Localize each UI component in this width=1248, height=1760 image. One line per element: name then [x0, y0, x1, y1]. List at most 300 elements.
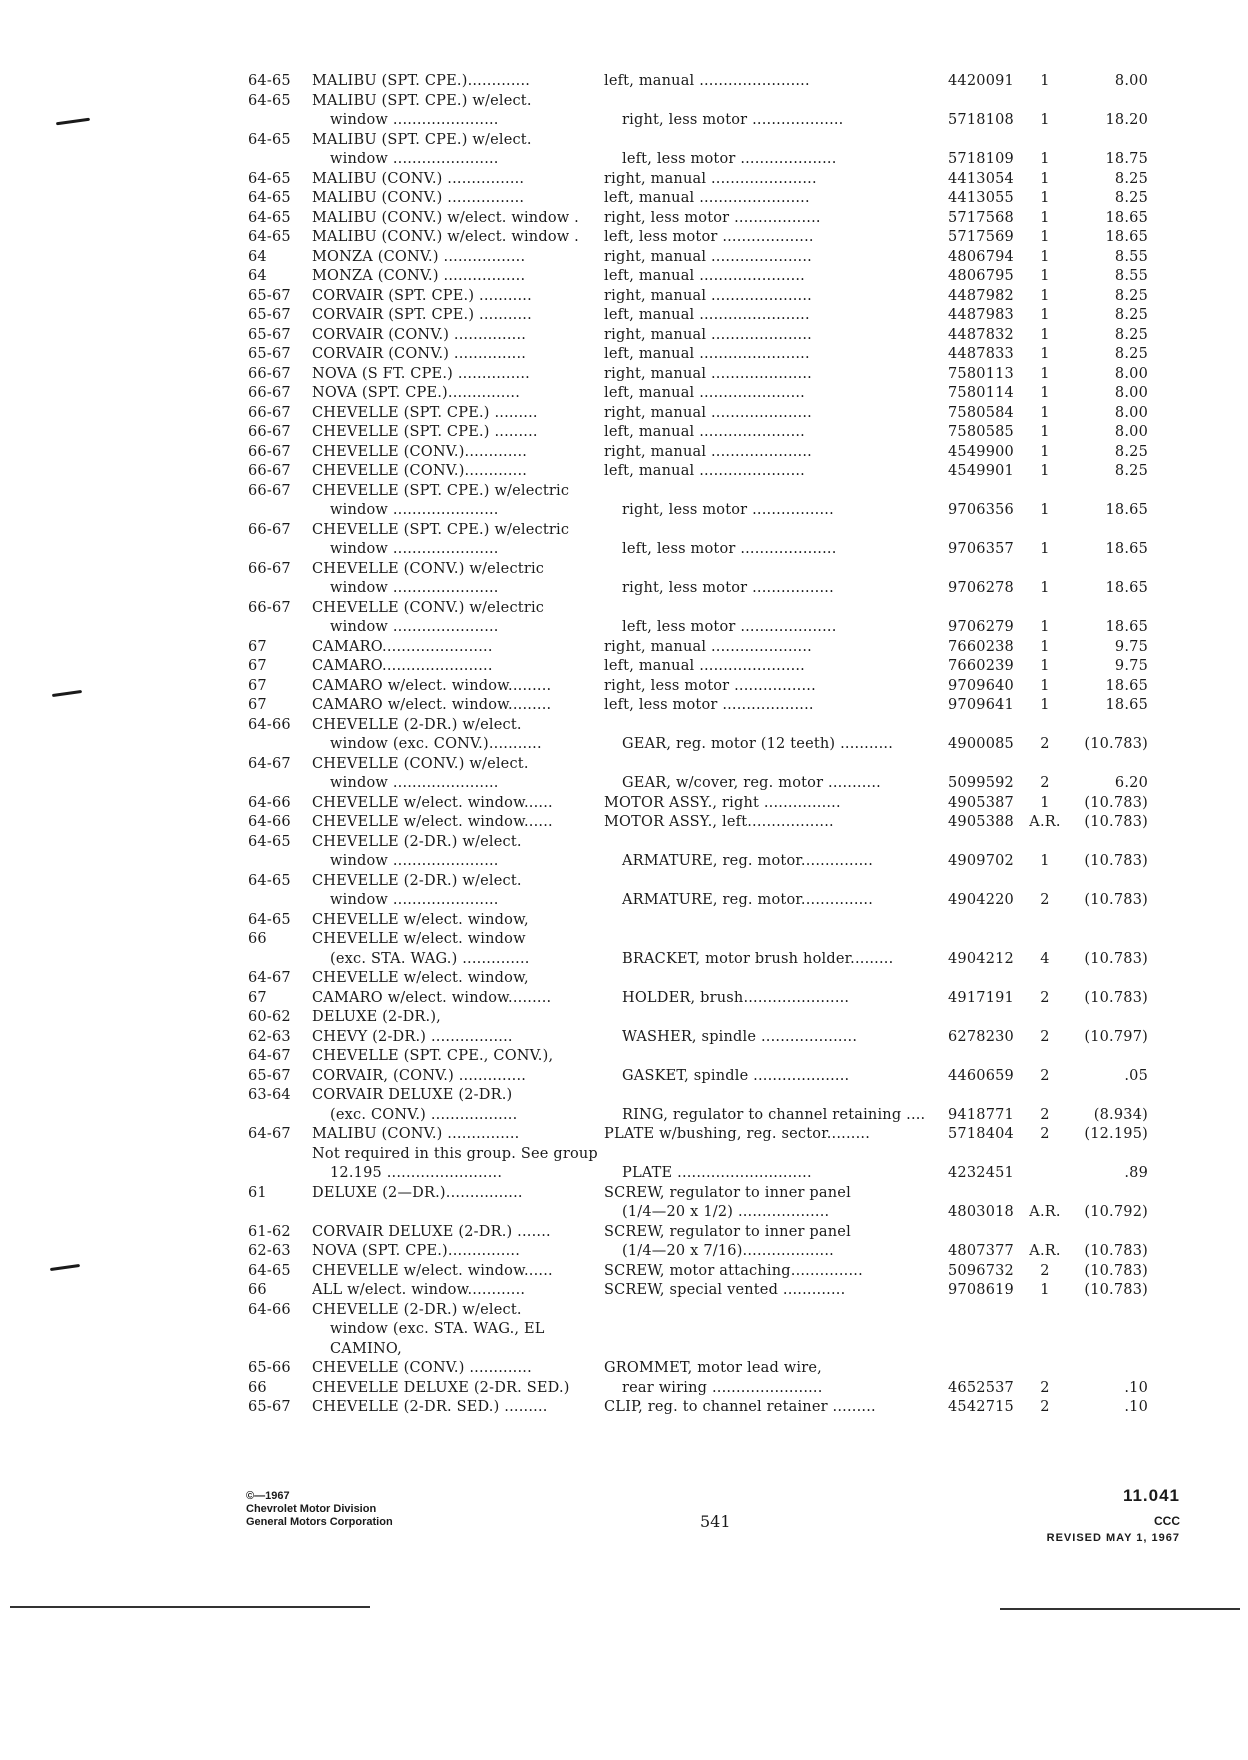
part-description — [604, 969, 948, 1008]
model-description — [312, 1145, 604, 1184]
model-years-line: 65-67 — [248, 326, 291, 343]
catalog-row — [248, 287, 1148, 307]
quantity: 2 — [1040, 1379, 1050, 1396]
part-number-column — [948, 1281, 1026, 1301]
model-description-line: MALIBU (CONV.) w/elect. window . — [312, 209, 579, 226]
model-years — [248, 1301, 312, 1360]
model-description-line: CORVAIR (SPT. CPE.) ........... — [312, 307, 532, 323]
model-description — [312, 716, 604, 755]
part-description — [604, 1223, 948, 1262]
model-years — [248, 170, 312, 190]
catalog-row — [248, 326, 1148, 346]
part-number-column — [948, 482, 1026, 521]
quantity: 1 — [1040, 794, 1050, 811]
part-description-line: left, less motor ................... — [604, 229, 814, 245]
part-description — [604, 189, 948, 209]
part-description-line: SCREW, motor attaching............... — [604, 1262, 863, 1279]
quantity-column — [1026, 1223, 1064, 1262]
publisher-block — [246, 1490, 393, 1529]
model-description-line: NOVA (SPT. CPE.)............... — [312, 1243, 521, 1259]
quantity: 1 — [1040, 209, 1050, 226]
price-column — [1064, 1281, 1148, 1301]
model-description — [312, 306, 604, 326]
part-number-column — [948, 833, 1026, 872]
model-description-line: CHEVY (2-DR.) ................. — [312, 1028, 513, 1045]
model-description — [312, 209, 604, 229]
part-description — [604, 638, 948, 658]
model-description-line: 12.195 ........................ — [330, 1165, 503, 1181]
model-years-line: 62-63 — [248, 1243, 291, 1259]
part-description — [604, 1125, 948, 1145]
model-years-line: 66 — [248, 931, 267, 947]
model-description-line: CHEVELLE (SPT. CPE.) ......... — [312, 424, 538, 440]
part-description — [604, 599, 948, 638]
price-column — [1064, 696, 1148, 716]
model-years-line: 64-65 — [248, 833, 291, 850]
quantity-column — [1026, 1086, 1064, 1125]
quantity-column — [1026, 248, 1064, 268]
model-years — [248, 521, 312, 560]
part-description-line — [604, 969, 948, 989]
price: 8.55 — [1114, 268, 1148, 284]
part-description-line: left, manual ...................... — [604, 658, 805, 674]
catalog-row — [248, 248, 1148, 268]
price: (10.783) — [1084, 814, 1148, 830]
part-description-line: left, manual ....................... — [604, 73, 810, 89]
part-number: 9709640 — [948, 677, 1014, 694]
model-description — [312, 92, 604, 131]
part-description — [604, 1359, 948, 1398]
model-description — [312, 1184, 604, 1223]
model-description-line: window ...................... — [330, 580, 499, 596]
part-description — [604, 1398, 948, 1418]
part-description-line: left, less motor .................... — [622, 619, 837, 635]
model-years-line: 66-67 — [248, 560, 291, 577]
part-description-line: left, manual ...................... — [604, 385, 805, 401]
model-years-line: 64-65 — [248, 170, 291, 187]
part-description — [604, 1281, 948, 1301]
part-description-line: (1/4—20 x 1/2) ................... — [622, 1204, 830, 1220]
part-description — [604, 1184, 948, 1223]
price: 8.55 — [1114, 248, 1148, 265]
catalog-row — [248, 1398, 1148, 1418]
model-years — [248, 833, 312, 872]
part-description-line: right, manual ..................... — [604, 443, 812, 460]
price: 8.25 — [1114, 287, 1148, 304]
price-column — [1064, 365, 1148, 385]
model-years — [248, 813, 312, 833]
part-description-line: right, manual ..................... — [604, 326, 812, 343]
part-description-line: PLATE ............................ — [622, 1165, 812, 1181]
catalog-row — [248, 794, 1148, 814]
price-column — [1064, 599, 1148, 638]
price-column — [1064, 443, 1148, 463]
price-column — [1064, 248, 1148, 268]
model-description — [312, 1398, 604, 1418]
model-years-line: 65-67 — [248, 1399, 291, 1415]
part-description — [604, 696, 948, 716]
quantity: 1 — [1040, 190, 1050, 206]
price-column — [1064, 521, 1148, 560]
model-description — [312, 657, 604, 677]
model-years-line: 66-67 — [248, 424, 291, 440]
model-years-line — [248, 735, 312, 755]
catalog-row — [248, 969, 1148, 1008]
part-number: 9709641 — [948, 697, 1014, 713]
model-years-line — [248, 1320, 312, 1340]
copyright: ©—1967 — [246, 1490, 290, 1502]
quantity-column — [1026, 267, 1064, 287]
model-description — [312, 521, 604, 560]
model-description-line: NOVA (SPT. CPE.)............... — [312, 385, 521, 401]
price: 9.75 — [1114, 638, 1148, 655]
catalog-row — [248, 423, 1148, 443]
part-description-line — [604, 1145, 948, 1165]
part-number-column — [948, 560, 1026, 599]
model-description — [312, 365, 604, 385]
part-number-column — [948, 1262, 1026, 1282]
model-description-line: DELUXE (2-DR.), — [312, 1009, 441, 1025]
part-description — [604, 462, 948, 482]
model-description-line: DELUXE (2—DR.)................ — [312, 1184, 523, 1201]
part-description-line: CLIP, reg. to channel retainer ......... — [604, 1399, 876, 1415]
part-number-column — [948, 131, 1026, 170]
price: 18.65 — [1105, 209, 1148, 226]
catalog-row — [248, 189, 1148, 209]
model-years-line: 67 — [248, 989, 267, 1006]
model-years-line: 66-67 — [248, 443, 291, 460]
quantity: 1 — [1040, 619, 1050, 635]
catalog-row — [248, 462, 1148, 482]
price: 18.65 — [1105, 502, 1148, 518]
part-description-line: right, less motor ................. — [604, 677, 816, 694]
part-number: 9706356 — [948, 502, 1014, 518]
price: 18.65 — [1105, 697, 1148, 713]
model-description-line: window ...................... — [330, 775, 499, 791]
model-years-line: 66-67 — [248, 599, 291, 616]
quantity-column — [1026, 423, 1064, 443]
model-description — [312, 384, 604, 404]
model-years-line: 64-67 — [248, 1048, 291, 1064]
price-column — [1064, 755, 1148, 794]
quantity-column — [1026, 716, 1064, 755]
part-number-column — [948, 443, 1026, 463]
quantity: 2 — [1040, 1067, 1050, 1084]
quantity-column — [1026, 833, 1064, 872]
part-description-line: right, manual ..................... — [604, 638, 812, 655]
model-years-line: 64-65 — [248, 1262, 291, 1279]
model-description-line: MALIBU (CONV.) w/elect. window . — [312, 229, 579, 245]
quantity: 2 — [1040, 1399, 1050, 1415]
quantity-column — [1026, 72, 1064, 92]
part-description — [604, 92, 948, 131]
part-description-line — [604, 521, 948, 541]
part-description-line — [604, 1340, 948, 1360]
model-years-line: 64-67 — [248, 755, 291, 772]
model-years — [248, 131, 312, 170]
catalog-row — [248, 209, 1148, 229]
part-number-column — [948, 170, 1026, 190]
price-column — [1064, 969, 1148, 1008]
price: 8.00 — [1114, 365, 1148, 382]
price: 6.20 — [1114, 775, 1148, 791]
part-description — [604, 482, 948, 521]
part-description — [604, 404, 948, 424]
part-description-line: ARMATURE, reg. motor............... — [622, 892, 874, 908]
model-years — [248, 462, 312, 482]
price-column — [1064, 677, 1148, 697]
catalog-row — [248, 696, 1148, 716]
price-column — [1064, 1398, 1148, 1418]
part-description-line: SCREW, regulator to inner panel — [604, 1184, 851, 1201]
part-description — [604, 248, 948, 268]
price: 8.00 — [1114, 73, 1148, 89]
part-description-line: right, manual ..................... — [604, 287, 812, 304]
part-description — [604, 657, 948, 677]
model-description-line: CHEVELLE (CONV.)............. — [312, 463, 528, 479]
model-years-line: 64-67 — [248, 970, 291, 986]
part-number: 4652537 — [948, 1379, 1014, 1396]
part-number: 4460659 — [948, 1067, 1014, 1084]
quantity-column — [1026, 1301, 1064, 1360]
part-description-line: right, less motor ................... — [622, 112, 844, 128]
quantity-column — [1026, 1262, 1064, 1282]
part-description-line: SCREW, special vented ............. — [604, 1282, 846, 1298]
quantity-column — [1026, 677, 1064, 697]
quantity-column — [1026, 326, 1064, 346]
quantity-column — [1026, 131, 1064, 170]
model-description — [312, 599, 604, 638]
price: (8.934) — [1093, 1106, 1148, 1123]
model-years — [248, 365, 312, 385]
quantity: 1 — [1040, 385, 1050, 401]
quantity: A.R. — [1029, 1204, 1061, 1220]
quantity: 1 — [1040, 151, 1050, 167]
model-description-line: CHEVELLE (SPT. CPE.) w/electric — [312, 521, 570, 538]
part-description-line: rear wiring ....................... — [622, 1379, 823, 1396]
model-years — [248, 794, 312, 814]
part-description-line: SCREW, regulator to inner panel — [604, 1223, 851, 1240]
part-description-line: right, less motor ................. — [622, 502, 834, 518]
part-description — [604, 1086, 948, 1125]
model-years-line — [248, 501, 312, 521]
price: 8.25 — [1114, 307, 1148, 323]
part-number: 4542715 — [948, 1399, 1014, 1415]
model-description — [312, 833, 604, 872]
part-description-line: left, less motor .................... — [622, 541, 837, 557]
price — [1064, 1340, 1148, 1360]
model-description-line: CAMARO....................... — [312, 638, 493, 655]
part-description — [604, 521, 948, 560]
model-years-line: 62-63 — [248, 1028, 291, 1045]
part-description-line — [604, 92, 948, 112]
catalog-row — [248, 306, 1148, 326]
part-description-line: left, less motor .................... — [622, 151, 837, 167]
model-years-line — [248, 852, 312, 872]
model-description-line: MALIBU (SPT. CPE.)............. — [312, 73, 531, 89]
part-number-column — [948, 384, 1026, 404]
model-description-line: MALIBU (CONV.) ............... — [312, 1126, 520, 1142]
quantity-column — [1026, 813, 1064, 833]
price: (10.783) — [1084, 1282, 1148, 1298]
part-description-line — [604, 1008, 948, 1028]
model-years-line: 66 — [248, 1282, 267, 1298]
model-years — [248, 306, 312, 326]
part-description — [604, 384, 948, 404]
price: (12.195) — [1084, 1126, 1148, 1142]
price: 8.00 — [1114, 424, 1148, 440]
model-description-line: CHEVELLE (CONV.) w/electric — [312, 599, 545, 616]
model-description-line: CHEVELLE (CONV.)............. — [312, 443, 528, 460]
part-description — [604, 326, 948, 346]
catalog-row — [248, 228, 1148, 248]
model-description — [312, 755, 604, 794]
part-number-column — [948, 872, 1026, 911]
model-description — [312, 638, 604, 658]
quantity-column — [1026, 872, 1064, 911]
model-description — [312, 248, 604, 268]
part-number: 5717568 — [948, 209, 1014, 226]
quantity-column — [1026, 189, 1064, 209]
part-number: 7660238 — [948, 638, 1014, 655]
model-description — [312, 189, 604, 209]
part-description-line — [604, 930, 948, 950]
catalog-row — [248, 1262, 1148, 1282]
quantity-column — [1026, 1281, 1064, 1301]
model-years — [248, 72, 312, 92]
catalog-row — [248, 599, 1148, 638]
part-number-column — [948, 755, 1026, 794]
price: (10.783) — [1084, 736, 1148, 752]
part-description-line: HOLDER, brush...................... — [622, 989, 850, 1006]
model-years — [248, 384, 312, 404]
part-number-column — [948, 1008, 1026, 1047]
part-description-line: right, manual ..................... — [604, 404, 812, 421]
model-description-line: CHEVELLE w/elect. window...... — [312, 794, 553, 811]
part-description — [604, 1047, 948, 1086]
model-description-line: CHEVELLE w/elect. window — [312, 931, 526, 947]
catalog-row — [248, 911, 1148, 970]
model-description-line: CORVAIR, (CONV.) .............. — [312, 1067, 527, 1084]
quantity-column — [1026, 1359, 1064, 1398]
part-number: 7580584 — [948, 404, 1014, 421]
part-description-line — [604, 833, 948, 853]
quantity-column — [1026, 170, 1064, 190]
model-years — [248, 1359, 312, 1398]
part-description — [604, 287, 948, 307]
quantity-column — [1026, 287, 1064, 307]
price-column — [1064, 1359, 1148, 1398]
part-description-line: MOTOR ASSY., right ................ — [604, 794, 841, 811]
price: 18.65 — [1105, 541, 1148, 557]
quantity: 1 — [1040, 326, 1050, 343]
quantity: 1 — [1040, 463, 1050, 479]
model-years — [248, 267, 312, 287]
model-description-line: CORVAIR (SPT. CPE.) ........... — [312, 287, 532, 304]
price-column — [1064, 911, 1148, 970]
model-description — [312, 482, 604, 521]
model-description-line: CHEVELLE (2-DR.) w/elect. — [312, 833, 522, 850]
model-description-line: CHEVELLE DELUXE (2-DR. SED.) — [312, 1379, 570, 1396]
price-column — [1064, 1262, 1148, 1282]
catalog-row — [248, 1301, 1148, 1360]
model-description — [312, 1086, 604, 1125]
part-description — [604, 716, 948, 755]
quantity: 1 — [1040, 248, 1050, 265]
price-column — [1064, 306, 1148, 326]
part-number-column — [948, 1145, 1026, 1184]
bottom-rule-right — [1000, 1608, 1240, 1610]
model-description-line: MONZA (CONV.) ................. — [312, 248, 526, 265]
model-description-line: window (exc. CONV.)........... — [330, 736, 542, 752]
page-number: 541 — [700, 1512, 731, 1531]
part-number-column — [948, 1047, 1026, 1086]
part-description-line: left, manual ...................... — [604, 463, 805, 479]
quantity-column — [1026, 306, 1064, 326]
quantity: 1 — [1040, 677, 1050, 694]
model-years-line: 66-67 — [248, 365, 291, 382]
catalog-row — [248, 755, 1148, 794]
quantity-column — [1026, 1398, 1064, 1418]
model-description — [312, 267, 604, 287]
model-description — [312, 326, 604, 346]
model-description-line — [312, 1203, 604, 1223]
part-number: 9418771 — [948, 1106, 1014, 1123]
part-number: 4904212 — [948, 950, 1014, 967]
model-years — [248, 1086, 312, 1125]
part-description-line: right, less motor .................. — [604, 209, 821, 226]
quantity-column — [1026, 521, 1064, 560]
part-number: 4806794 — [948, 248, 1014, 265]
section-code: CCC — [1154, 1514, 1180, 1528]
price: .05 — [1124, 1067, 1148, 1084]
price: .89 — [1124, 1165, 1148, 1181]
model-description — [312, 969, 604, 1008]
quantity: 1 — [1040, 346, 1050, 362]
quantity: 1 — [1040, 541, 1050, 557]
part-description — [604, 833, 948, 872]
price-column — [1064, 209, 1148, 229]
model-description-line: CHEVELLE (SPT. CPE., CONV.), — [312, 1048, 554, 1064]
part-number: 4905387 — [948, 794, 1014, 811]
catalog-row — [248, 131, 1148, 170]
quantity-column — [1026, 482, 1064, 521]
price-column — [1064, 131, 1148, 170]
part-number-column — [948, 599, 1026, 638]
catalog-row — [248, 365, 1148, 385]
model-years — [248, 1398, 312, 1418]
part-description — [604, 345, 948, 365]
model-description-line: (exc. CONV.) .................. — [330, 1106, 518, 1123]
price: (10.783) — [1084, 794, 1148, 811]
model-years — [248, 911, 312, 970]
price-column — [1064, 92, 1148, 131]
price-column — [1064, 638, 1148, 658]
part-number: 9706357 — [948, 541, 1014, 557]
model-description-line: CHEVELLE w/elect. window, — [312, 970, 529, 986]
model-description-line: CHEVELLE (2-DR.) w/elect. — [312, 1301, 522, 1318]
quantity-column — [1026, 384, 1064, 404]
part-number-column — [948, 365, 1026, 385]
model-description — [312, 1008, 604, 1047]
model-years-line — [248, 150, 312, 170]
quantity-column — [1026, 462, 1064, 482]
part-number: 5718404 — [948, 1126, 1014, 1142]
part-description-line — [604, 482, 948, 502]
price: (10.792) — [1084, 1204, 1148, 1220]
part-number: 5718109 — [948, 151, 1014, 167]
catalog-row — [248, 1223, 1148, 1262]
